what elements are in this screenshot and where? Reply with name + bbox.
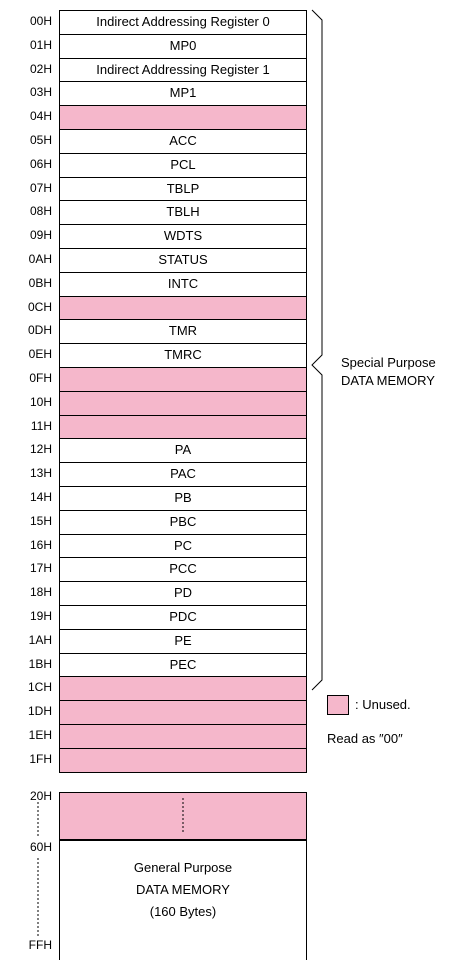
register-cell: ACC [59, 129, 307, 154]
general-purpose-label [59, 857, 307, 923]
address-label: 03H [29, 85, 52, 100]
address-label: 18H [29, 585, 52, 600]
address-label: 13H [29, 466, 52, 481]
address-label: 1CH [27, 680, 52, 695]
address-label: 0BH [28, 275, 52, 290]
register-cell: PDC [59, 605, 307, 630]
address-label: 60H [29, 840, 52, 854]
address-label: 09H [29, 228, 52, 243]
address-label: 07H [29, 180, 52, 195]
register-cell: Indirect Addressing Register 1 [59, 58, 307, 83]
address-label: 14H [29, 490, 52, 504]
address-label: 00H [29, 14, 52, 28]
gp-line-2: DATA MEMORY [136, 882, 230, 897]
register-cell: PAC [59, 462, 307, 487]
address-label: 06H [29, 156, 52, 171]
register-cell: STATUS [59, 248, 307, 273]
address-label: 08H [29, 204, 52, 219]
register-cell: TBLH [59, 200, 307, 225]
address-label: FFH [28, 938, 52, 952]
register-cell: TMRC [59, 343, 307, 368]
address-label: 05H [29, 133, 52, 147]
gp-line-3: (160 Bytes) [149, 904, 217, 919]
register-cell: INTC [59, 272, 307, 297]
address-label: 1BH [28, 656, 52, 671]
register-cell: PCL [59, 153, 307, 178]
register-cell: MP0 [59, 34, 307, 59]
legend-read-as-text: Read as ″00″ [327, 731, 403, 746]
address-label: 1AH [28, 632, 52, 647]
address-label: 12H [29, 442, 52, 457]
address-label: 0AH [28, 252, 52, 266]
register-cell: PE [59, 629, 307, 654]
address-label: 15H [29, 513, 52, 528]
address-label: 1FH [29, 751, 52, 766]
address-label: 20H [29, 789, 52, 803]
register-cell: Indirect Addressing Register 0 [59, 10, 307, 35]
legend-unused-swatch [327, 695, 349, 715]
address-label: 19H [29, 609, 52, 623]
legend-unused-text: : Unused. [355, 697, 411, 712]
gp-line-1: General Purpose [133, 860, 233, 875]
register-cell: PCC [59, 557, 307, 582]
register-cell: MP1 [59, 81, 307, 106]
address-label: 0EH [28, 347, 52, 362]
register-cell: TBLP [59, 177, 307, 202]
sp-line-2: DATA MEMORY [341, 373, 435, 388]
register-cell: TMR [59, 319, 307, 344]
address-label: 02H [29, 61, 52, 76]
register-cell: PEC [59, 653, 307, 678]
address-label: 01H [29, 37, 52, 52]
register-cell: PA [59, 438, 307, 463]
address-label: 10H [29, 394, 52, 409]
special-purpose-label [341, 354, 436, 390]
address-label: 0DH [27, 323, 52, 338]
register-cell: PB [59, 486, 307, 511]
address-label: 0FH [29, 371, 52, 385]
address-label: 1DH [27, 704, 52, 719]
address-label: 04H [29, 109, 52, 124]
register-cell: PBC [59, 510, 307, 535]
register-cell: PD [59, 581, 307, 606]
address-label: 1EH [28, 728, 52, 742]
address-label: 0CH [27, 299, 52, 314]
register-cell: PC [59, 534, 307, 559]
register-cell: WDTS [59, 224, 307, 249]
sp-line-1: Special Purpose [341, 355, 436, 370]
address-label: 17H [29, 561, 52, 576]
address-label: 11H [30, 418, 52, 433]
special-purpose-brace [312, 10, 322, 690]
address-label: 16H [29, 537, 52, 552]
